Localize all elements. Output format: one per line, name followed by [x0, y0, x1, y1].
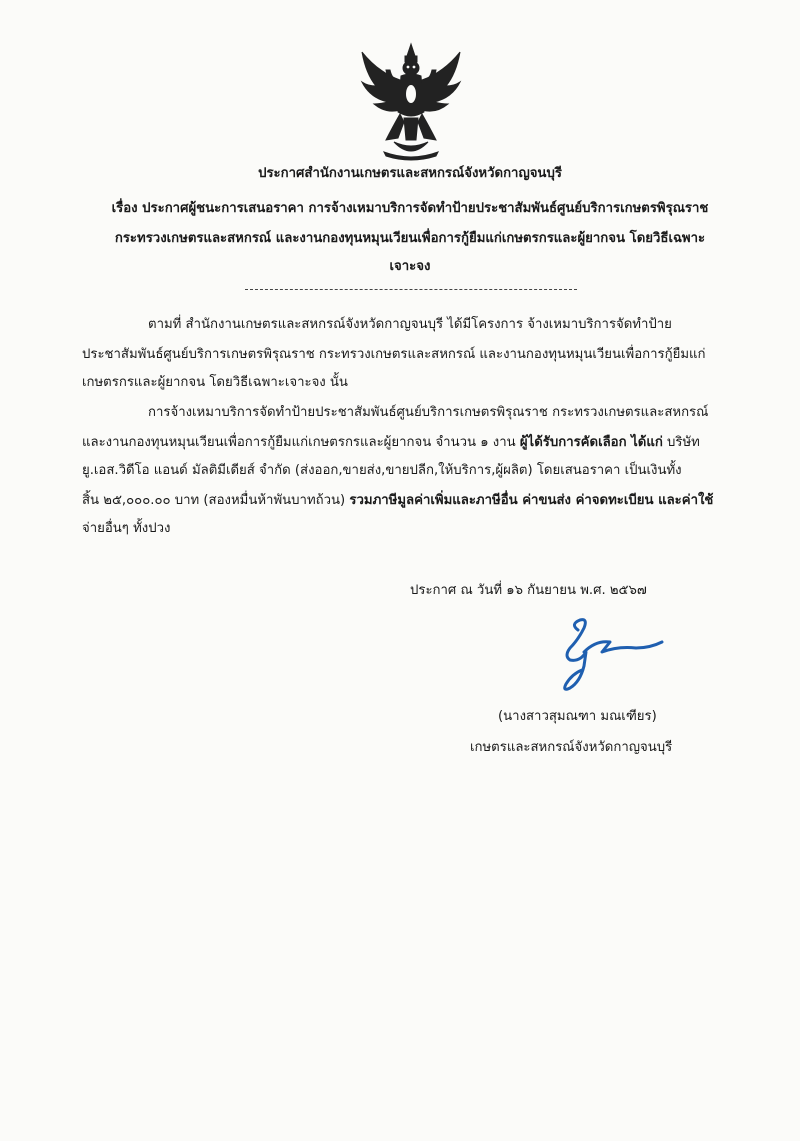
garuda-emblem-icon [358, 42, 464, 162]
body-paragraph-2-line-5: จ่ายอื่นๆ ทั้งปวง [82, 521, 171, 536]
tax-included-text: รวมภาษีมูลค่าเพิ่มและภาษีอื่น ค่าขนส่ง ค่าจดทะเบียน และค่าใช้ [349, 493, 714, 508]
selected-vendor-label: ผู้ได้รับการคัดเลือก ได้แก่ [519, 435, 663, 450]
body-paragraph-1-line-2: ประชาสัมพันธ์ศูนย์บริการเกษตรพิรุณราช กระทรวงเกษตรและสหกรณ์ และงานกองทุนหมุนเวียนเพื่อการกู้ยืมแก่ [82, 347, 706, 362]
announcement-issuer: ประกาศสำนักงานเกษตรและสหกรณ์จังหวัดกาญจนบุรี [258, 166, 562, 181]
body-paragraph-2-line-2 [82, 432, 700, 454]
contract-scope-text: และงานกองทุนหมุนเวียนเพื่อการกู้ยืมแก่เกษตรกรและผู้ยากจน จำนวน ๑ งาน [82, 435, 520, 450]
announcement-subject-end: เจาะจง [389, 259, 431, 274]
signer-name: (นางสาวสุมณฑา มณเฑียร) [498, 709, 657, 724]
announcement-subject-cont: กระทรวงเกษตรและสหกรณ์ และงานกองทุนหมุนเวียนเพื่อการกู้ยืมแก่เกษตรกรและผู้ยากจน โดยวิธีเฉพาะ [114, 231, 706, 246]
announcement-date: ประกาศ ณ วันที่ ๑๖ กันยายน พ.ศ. ๒๕๖๗ [410, 583, 647, 598]
announcement-subject: เรื่อง ประกาศผู้ชนะการเสนอราคา การจ้างเหมาบริการจัดทำป้ายประชาสัมพันธ์ศูนย์บริการเกษตรพิรุณราช [111, 201, 709, 216]
body-paragraph-1-line-3: เกษตรกรและผู้ยากจน โดยวิธีเฉพาะเจาะจง นั้น [82, 375, 348, 390]
body-paragraph-2-line-4 [82, 490, 713, 512]
body-paragraph-2-line-3: ยู.เอส.วิดีโอ แอนด์ มัลติมีเดียส์ จำกัด (ส่งออก,ขายส่ง,ขายปลีก,ให้บริการ,ผู้ผลิต) โดยเสนอราคา เป็นเงินทั้ง [82, 463, 682, 478]
company-prefix-text: บริษัท [662, 435, 700, 450]
signer-title: เกษตรและสหกรณ์จังหวัดกาญจนบุรี [470, 740, 673, 755]
dashed-divider [245, 289, 577, 290]
bid-amount-text: สิ้น ๒๕,๐๐๐.๐๐ บาท (สองหมื่นห้าพันบาทถ้วน) [82, 493, 350, 508]
body-paragraph-1-line-1: ตามที่ สำนักงานเกษตรและสหกรณ์จังหวัดกาญจนบุรี ได้มีโครงการ จ้างเหมาบริการจัดทำป้าย [148, 317, 672, 332]
signature-stroke [565, 620, 662, 690]
body-paragraph-2-line-1: การจ้างเหมาบริการจัดทำป้ายประชาสัมพันธ์ศูนย์บริการเกษตรพิรุณราช กระทรวงเกษตรและสหกรณ์ [148, 405, 709, 420]
signature-icon [540, 612, 680, 694]
